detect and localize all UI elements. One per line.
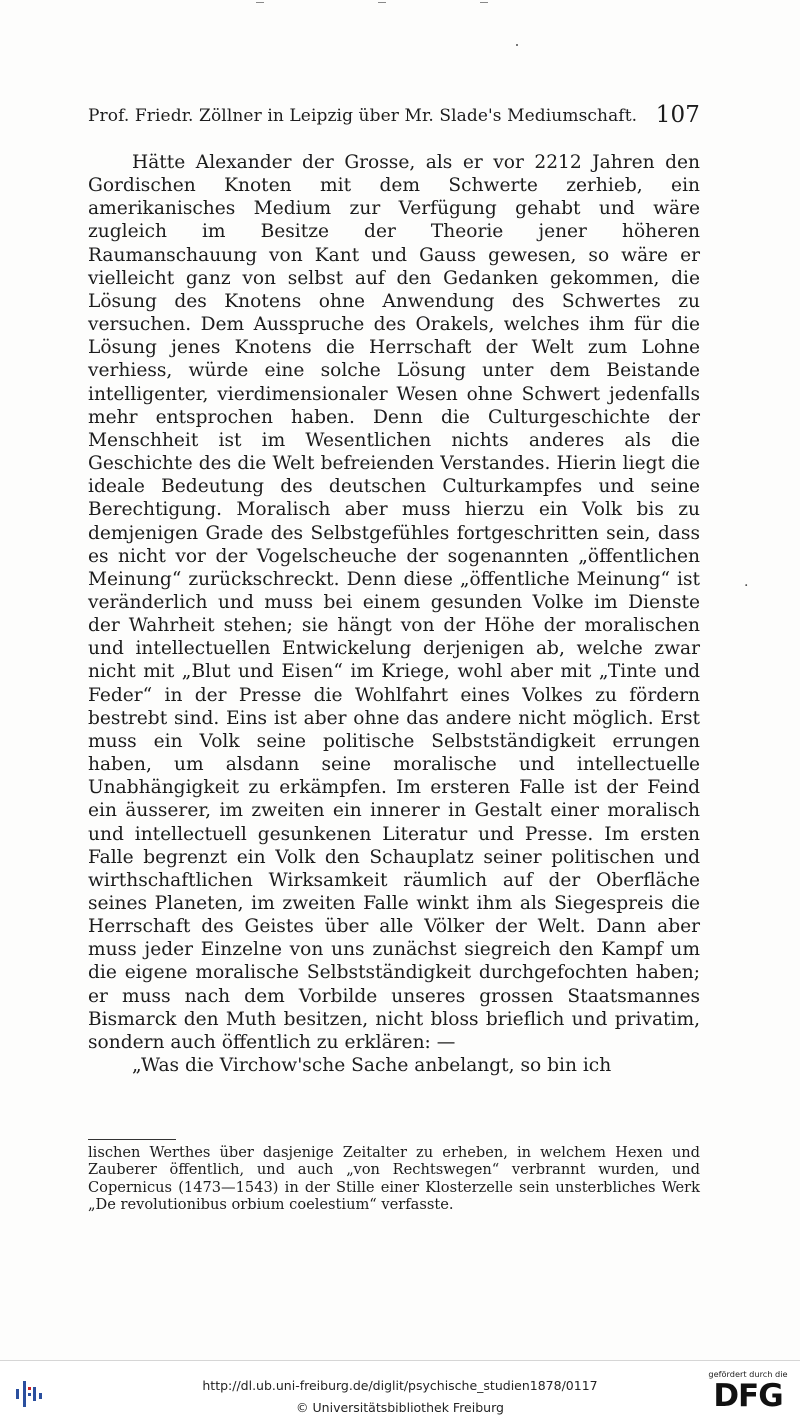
paragraph: „Was die Virchow'sche Sache anbelangt, so bin ich — [132, 1055, 612, 1077]
main-text — [88, 151, 700, 1077]
dfg-logo — [708, 1369, 788, 1417]
scan-speck — [516, 44, 518, 46]
page-number: 107 — [655, 102, 700, 128]
footnote: lischen Werthes über dasjenige Zeitalter zu erheben, in welchem Hexen und Zauberer öffentlich, und auch „von Rechtswegen“ verbrannt wurden, und Copernicus (1473—1543) in der Stille einer Klosterzelle sein unsterbliches Werk „De revolutionibus orbium coelestium“ verfasste. — [88, 1144, 700, 1214]
paragraph: Hätte Alexander der Grosse, als er vor 2212 Jahren den Gordischen Knoten mit dem Schwerte zerhieb, ein amerikanisches Medium zur Verfügung gehabt und wäre zugleich im Besitze der Theorie jener höheren Raumanschauung von Kant und Gauss gewesen, so wäre er vielleicht ganz von selbst auf den Gedanken gekommen, die Lösung des Knotens ohne Anwendung des Schwertes zu versuchen. Dem Ausspruche des Orakels, welches ihm für die Lösung jenes Knotens die Herrschaft der Welt zum Lohne verhiess, würde eine solche Lösung unter dem Beistande intelligenter, vierdimensionaler Wesen ohne Schwert jedenfalls mehr entsprochen haben. Denn die Culturgeschichte der Menschheit ist im Wesentlichen nichts anderes als die Geschichte des die Welt befreienden Verstandes. Hierin liegt die ideale Bedeutung des deutschen Culturkampfes und seine Berechtigung. Moralisch aber muss hierzu ein Volk bis zu demjenigen Grade des Selbstgefühles fortgeschritten sein, dass es nicht vor der Vogelscheuche der sogenannten „öffentlichen Meinung“ zurückschreckt. Denn diese „öffentliche Meinung“ ist veränderlich und muss bei einem gesunden Volke im Dienste der Wahrheit stehen; sie hängt von der Höhe der moralischen und intellectuellen Entwickelung derjenigen ab, welche zwar nicht mit „Blut und Eisen“ im Kriege, wohl aber mit „Tinte und Feder“ in der Presse die Wohlfahrt eines Volkes zu fördern bestrebt sind. Eins ist aber ohne das andere nicht möglich. Erst muss ein Volk seine politische Selbstständigkeit errungen haben, um alsdann seine moralische und intellectuelle Unabhängigkeit zu erkämpfen. Im ersteren Falle ist der Feind ein äusserer, im zweiten ein innerer in Gestalt einer moralisch und intellectuell gesunkenen Literatur und Presse. Im ersten Falle begrenzt ein Volk den Schauplatz seiner politischen und wirthschaftlichen Wirksamkeit räumlich auf der Oberfläche seines Planeten, im zweiten Falle winkt ihm als Siegespreis die Herrschaft des Geistes über alle Völker der Welt. Dann aber muss jeder Einzelne von uns zunächst siegreich den Kampf um die eigene moralische Selbstständigkeit durchgefochten haben; er muss nach dem Vorbilde unseres grossen Staatsmannes Bismarck den Muth besitzen, nicht bloss brieflich und privatim, sondern auch öffentlich zu erklären: — — [88, 152, 700, 1053]
margin-mark: · — [744, 578, 749, 594]
viewer-footer — [0, 1360, 800, 1423]
dfg-caption: gefördert durch die — [708, 1369, 788, 1379]
footnote-rule — [88, 1139, 176, 1140]
running-title: Prof. Friedr. Zöllner in Leipzig über Mr. Slade's Mediumschaft. — [88, 106, 638, 126]
dfg-wordmark: DFG — [713, 1378, 783, 1414]
running-header — [88, 104, 700, 132]
scan-edge-marks — [250, 0, 510, 8]
copyright-notice: © Universitätsbibliothek Freiburg — [296, 1400, 504, 1415]
permalink-url[interactable]: http://dl.ub.uni-freiburg.de/diglit/psychische_studien1878/0117 — [202, 1378, 598, 1393]
